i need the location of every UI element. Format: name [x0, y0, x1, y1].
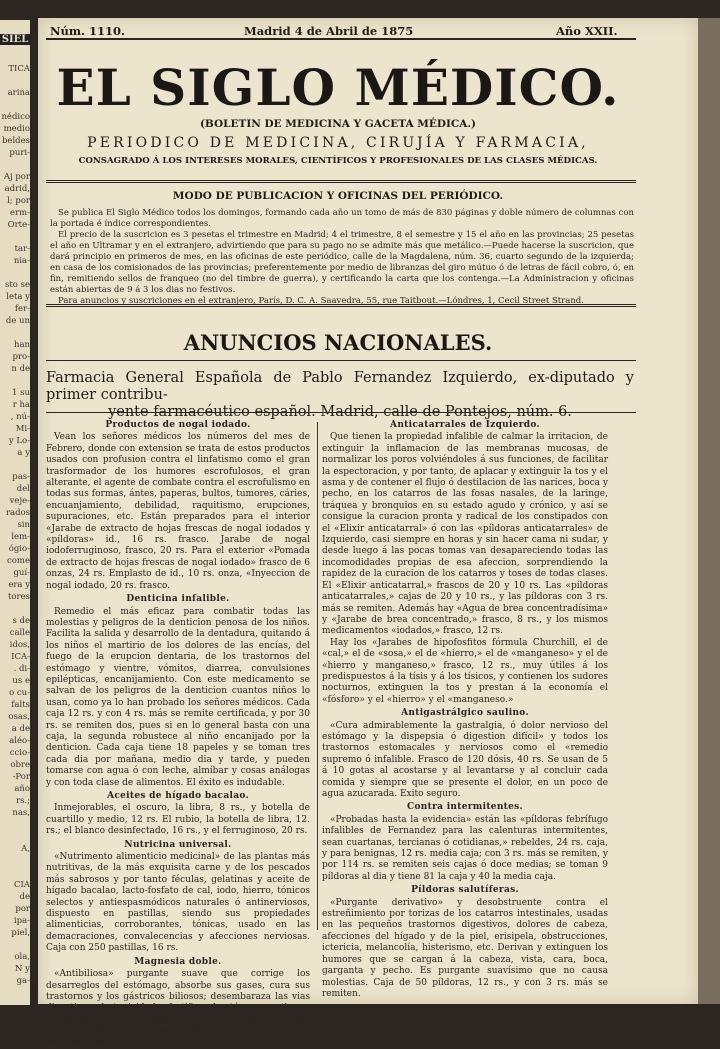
neighbor-line: beldes — [1, 136, 30, 146]
neighbor-line: tores — [8, 592, 30, 602]
neighbor-line: arina — [7, 88, 30, 98]
neighbor-line: , nú- — [10, 412, 30, 422]
publication-paragraph: Para anuncios y suscriciones en el extranjero, París, D. C. A. Saavedra, 55, rue Taitbout.—Lóndres, 1, Cecil Street Strand. — [58, 296, 584, 306]
neighbor-line: ógio- — [8, 544, 30, 554]
neighbor-line: . di- — [13, 664, 30, 674]
masthead-header-line — [46, 22, 636, 40]
neighbor-line: n de — [11, 364, 30, 374]
ad-heading: Nutricina universal. — [124, 839, 232, 850]
divider — [46, 304, 636, 309]
neighbor-line: obre — [10, 760, 30, 770]
ad-text: «Purgante derivativo» y desobstruente contra el estreñimiento por torizas de los catarros intestinales, usadas en las pequeños trastornos digestivos, dolores de cabeza, afecciones del hígado y de la piel, erisipela, obstrucciones, ictericia, melancolía, histerismo, etc. Derivan y extinguen los humores que se cargan á la cabeza, vista, cara, boca, garganta y pecho. Es purgante suavísimo que no causa molestias. Caja de 50 píldoras, 12 rs., y con 3 rs. más se remiten. — [322, 897, 608, 999]
ad-heading: Antigastrálgico saulino. — [401, 708, 529, 719]
neighbor-line: Orte- — [7, 220, 30, 230]
ad-heading: Magnesia doble. — [134, 956, 222, 967]
neighbor-line: tar- — [14, 244, 30, 254]
newspaper-page — [38, 18, 698, 1048]
neighbor-line: adrid, — [4, 184, 30, 194]
neighbor-line: idos, — [9, 640, 30, 650]
neighbor-line: rs.; — [16, 796, 30, 806]
neighbor-line: osas, — [8, 712, 30, 722]
column-rule — [317, 422, 318, 930]
masthead-dedication: CONSAGRADO Á LOS INTERESES MORALES, CIENTÍFICOS Y PROFESIONALES DE LAS CLASES MÉDICAS. — [78, 156, 598, 166]
pharmacy-line-2: yente farmacéutico español. Madrid, calle de Pontejos, núm. 6. — [108, 404, 572, 420]
neighbor-line: aléo- — [9, 736, 30, 746]
ad-heading: Aceites de hígado bacalao. — [107, 791, 249, 801]
neighbor-line: nédico — [1, 112, 30, 122]
neighbor-line: era y — [8, 580, 30, 590]
neighbor-line: come — [7, 556, 30, 566]
neighbor-page-label: SIEL — [1, 34, 29, 45]
ad-heading: Denticina infalible. — [126, 594, 230, 605]
masthead-subtitle: (BOLETIN DE MEDICINA Y GACETA MÉDICA.) — [199, 118, 477, 130]
divider — [46, 180, 636, 185]
neighbor-line: medio — [3, 124, 30, 134]
neighbor-line: pas- — [12, 472, 30, 482]
pharmacy-heading — [46, 370, 634, 421]
neighbor-line: a de — [11, 724, 30, 734]
neighbor-line: ola, — [14, 952, 30, 962]
neighbor-line: fer- — [14, 304, 30, 314]
neighbor-line: CIA — [14, 880, 30, 890]
issue-year: Año XXII. — [556, 24, 618, 38]
neighbor-line: l; por — [7, 196, 30, 206]
ad-heading: Productos de nogal iodado. — [105, 420, 251, 430]
neighbor-line: 1 su — [12, 388, 30, 398]
neighbor-line: Aj por — [3, 172, 30, 182]
neighbor-line: puri- — [9, 148, 30, 158]
neighbor-line: de un — [5, 316, 30, 326]
ad-heading: Píldoras salutíferas. — [411, 885, 519, 896]
masthead-tagline: PERIODICO DE MEDICINA, CIRUJÍA Y FARMACIA, — [87, 135, 589, 151]
ads-heading: ANUNCIOS NACIONALES. — [183, 330, 493, 355]
ad-text: Hay los «Jarabes de hipofosfitos fórmula Churchill, el de «cal,» el de «sosa,» el de «hierro,» el de «manganeso» y el de «hierro y manganeso,» frasco, 12 rs., muy útiles á los predispuestos á la tísis y á los tísicos, y contienen los sudores nocturnos, extinguen la tos y prestan á la economía el «fósforo» y el «hierro» y el «manganeso.» — [322, 637, 608, 705]
divider — [46, 360, 636, 361]
neighbor-line: ccio- — [9, 748, 30, 758]
ad-text: Remedio el más eficaz para combatir todas las molestias y peligros de la denticion penosa de los niños. Facilita la salida y desarrollo de la dentadura, quitando á los niños el martirio de los dolores de las encías, del fuego de la erupcion dentaria, de los trastornos del estómago y vientre, vómitos, diarrea, convulsiones epilépticas, encanijamiento. Con este medicamento se salvan de los peligros de la denticion cuantos niños lo usan, como ya lo han probado los señores médicos. Cada caja 12 rs. y con 4 rs. más se remite certificada, y por 30 rs. se remiten dos, pues si en lo general basta con una caja, la segunda robustece al niño encanijado por la denticion. Cada caja tiene 18 papeles y se toman tres cada dia por mañana, medio dia y tarde, y pueden tomarse con agua ó con leche, almíbar y cosas análogas y con toda clase de alimentos. El éxito es indudable. — [46, 606, 310, 788]
publication-paragraph: El precio de la suscricion es 3 pesetas el trimestre en Madrid; 4 el trimestre, 8 el semestre y 15 el año en las provincias; 25 pesetas el año en Ultramar y en el extranjero, advirtiendo que para su pago no se admite más que metálico.—Puede hacerse la suscricion, que dará principio en primeros de mes, en las oficinas de este periódico, calle de la Magdalena, núm. 36, cuarto segundo de la izquierda; en casa de los comisionados de las provincias; preferentemente por medio de libranzas del giro mútuo ó de letras de fácil cobro, ó, en fin, remitiendo sellos de franqueo (no del timbre de guerra), y certificando la carta que los contenga.—La Administracion y oficinas están abiertas de 9 á 3 los dias no festivos. — [50, 230, 634, 295]
neighbor-line: s de — [12, 616, 30, 626]
publication-paragraph: Se publica El Siglo Médico todos los domingos, formando cada año un tomo de más de 830 páginas y doble número de columnas con la portada é índice correspondientes. — [50, 208, 634, 229]
ad-text: «Nutrimento alimenticio medicinal» de las plantas más nutritivas, de la más exquisita carne y de los pescados más sabrosos y por tanto féculas, gelatinas y aceite de hígado bacalao, lacto-fosfato de cal, iodo, hierro, tónicos selectos y antiespasmódicos naturales ó antinerviosos, dispuesto en pastillas, siendo sus propiedades alimenticias, corroborantes, tónicas, usado en las demacraciones, convalecencias y afecciones nerviosas. Caja con 250 pastillas, 16 rs. — [46, 852, 310, 954]
neighbor-line: ipa- — [13, 916, 30, 926]
neighbor-line: año — [14, 784, 30, 794]
neighbor-line: r ha — [12, 400, 30, 410]
ad-heading: Contra intermitentes. — [407, 802, 523, 813]
pharmacy-line-1: Farmacia General Española de Pablo Fernandez Izquierdo, ex-diputado y primer contribu- — [46, 370, 634, 403]
neighbor-line: y Lo- — [8, 436, 30, 446]
neighbor-line: nia- — [13, 256, 30, 266]
neighbor-line: sin — [17, 520, 30, 530]
neighbor-line: o cu- — [9, 688, 30, 698]
masthead-title: EL SIGLO MÉDICO. — [56, 58, 620, 117]
neighbor-line: guí- — [13, 568, 30, 578]
neighbor-line: N y — [15, 964, 30, 974]
neighbor-line: Mi- — [15, 424, 30, 434]
neighbor-line: nas, — [12, 808, 30, 818]
neighbor-page-strip — [0, 20, 30, 1005]
publication-heading: MODO DE PUBLICACION Y OFICINAS DEL PERIÓDICO. — [172, 190, 504, 202]
book-cover-edge — [696, 18, 720, 1004]
neighbor-line: ICA- — [11, 652, 30, 662]
ad-text: Que tienen la propiedad infalible de calmar la irritacion, de extinguir la inflamacion de las membranas mucosas, de normalizar los poros volviéndoles á sus funciones, de facilitar la espectoracion, y por tanto, de aplacar y extinguir la tos y el asma y de contener el flujo ó destilacion de las narices, boca y pecho, en los catarros de las fosas nasales, de la laringe, tráquea y bronquios en su estado agudo y crónico, y así se consigue la curacion pronta y radical de los constipados con el «Elixir anticatarral» ó con las «píldoras anticatarrales» de Izquierdo, casi siempre en horas y sin hacer cama ni sudar, y desde luego á las pocas tomas van desapareciendo todas las incomodidades propias de esa afeccion, sorprendiendo la rapidez de la curacion de los catarros y toses de todas clases. El «Elixir anticatarral,» frascos de 20 y 10 rs. Las «píldoras anticatarrales,» cajas de 20 y 10 rs., y las píldoras con 3 rs. más se remiten. Además hay «Agua de brea concentradísima» y «Jarabe de brea concentrado,» frasco, 8 rs., y los mismos medicamentos «iodados,» frasco, 12 rs. — [322, 432, 608, 637]
ad-text: «Cura admirablemente la gastralgia, ó dolor nervioso del estómago y la dispepsia ó digestion difícil» y todos los trastornos estomacales y nerviosos como el «remedio supremo ó infalible. Frasco de 120 dósis, 40 rs. Se usan de 5 á 10 gotas al acostarse y al levantarse y al concluir cada comida y siempre que se presente el dolor, en un poco de agua azucarada. Exito seguro. — [322, 720, 608, 799]
neighbor-line: pro- — [12, 352, 30, 362]
neighbor-line: del — [16, 484, 30, 494]
neighbor-line: sto se — [5, 280, 30, 290]
ad-text: «Probadas hasta la evidencia» están las «píldoras febrífugo infalibles de Fernandez para las calenturas intermitentes, sean cuartanas, tercianas ó cotidianas,» rebeldes, 24 rs. caja, y para benignas, 12 rs. media caja; con 3 rs. más se remiten, y por 114 rs. se remiten seis cajas ó doce medias; se toman 9 píldoras al dia y tiene 81 la caja y 40 la media caja. — [322, 814, 608, 882]
ads-column-right — [322, 418, 608, 1000]
neighbor-line: leta y — [6, 292, 30, 302]
neighbor-line: falts — [11, 700, 30, 710]
neighbor-line: -Por — [12, 772, 30, 782]
neighbor-line: rados — [5, 508, 30, 518]
neighbor-line: calle — [9, 628, 30, 638]
neighbor-line: veje- — [9, 496, 30, 506]
issue-date: Madrid 4 de Abril de 1875 — [244, 24, 414, 38]
neighbor-line: lem- — [11, 532, 30, 542]
neighbor-line: piel, — [11, 928, 30, 938]
divider — [46, 412, 636, 413]
neighbor-line: ga- — [16, 976, 30, 986]
ads-column-left — [46, 418, 310, 1049]
ad-text: Inmejorables, el oscuro, la libra, 8 rs., y botella de cuartillo y medio, 12 rs. El rubio, la botella de libra, 12. rs.; el blanco desinfectado, 16 rs., y el ferruginoso, 20 rs. — [46, 803, 310, 837]
ad-heading: Anticatarrales de Izquierdo. — [390, 420, 540, 430]
neighbor-line: han — [13, 340, 30, 350]
issue-number: Núm. 1110. — [50, 24, 126, 38]
neighbor-line: de — [19, 892, 30, 902]
ad-text: Vean los señores médicos los números del mes de Febrero, donde con extension se trata de estos productos usados con profusion contra el linfatismo como el gran trasformador de los humores escrofulosos, el gran alterante, el agente de combate contra el escrofulismo en todas sus formas, ántes, paperas, bultos, tumores, cáries, encuanjamiento, debilidad, raquitismo, erupciones, supuraciones, etc. Están preparados para el interior «Jarabe de extracto de hojas frescas de nogal iodados y «píldoras» id., 16 rs. frasco. Jarabe de nogal iodoferruginoso, frasco, 20 rs. Para el exterior «Pomada de extracto de hojas frescas de nogal iodado» frasco de 6 onzas, 24 rs. Emplasto de id., 10 rs. onza, «Inyeccion de nogal iodado, 20 rs. frasco. — [46, 432, 310, 591]
neighbor-line: A, — [21, 844, 30, 854]
neighbor-line: por — [15, 904, 30, 914]
neighbor-line: a y — [17, 448, 30, 458]
publication-text — [50, 208, 634, 307]
neighbor-line: erm- — [9, 208, 30, 218]
ad-text: «Antibiliosa» purgante suave que corrige los desarreglos del estómago, absorbe sus gases, cura sus trastornos y los gástricos biliosos; desembaraza las vias digestivas, da tonicidad y fortifica el estómago, extingue las acideces y las afecciones de cabeza, ruidos, mareos, jaquecas, flatos, digestiones difíciles, etc. Frasco con muchas dósis, 8 rs. — [46, 969, 310, 1048]
neighbor-line: TICA — [8, 64, 30, 74]
neighbor-line: us e — [12, 676, 30, 686]
